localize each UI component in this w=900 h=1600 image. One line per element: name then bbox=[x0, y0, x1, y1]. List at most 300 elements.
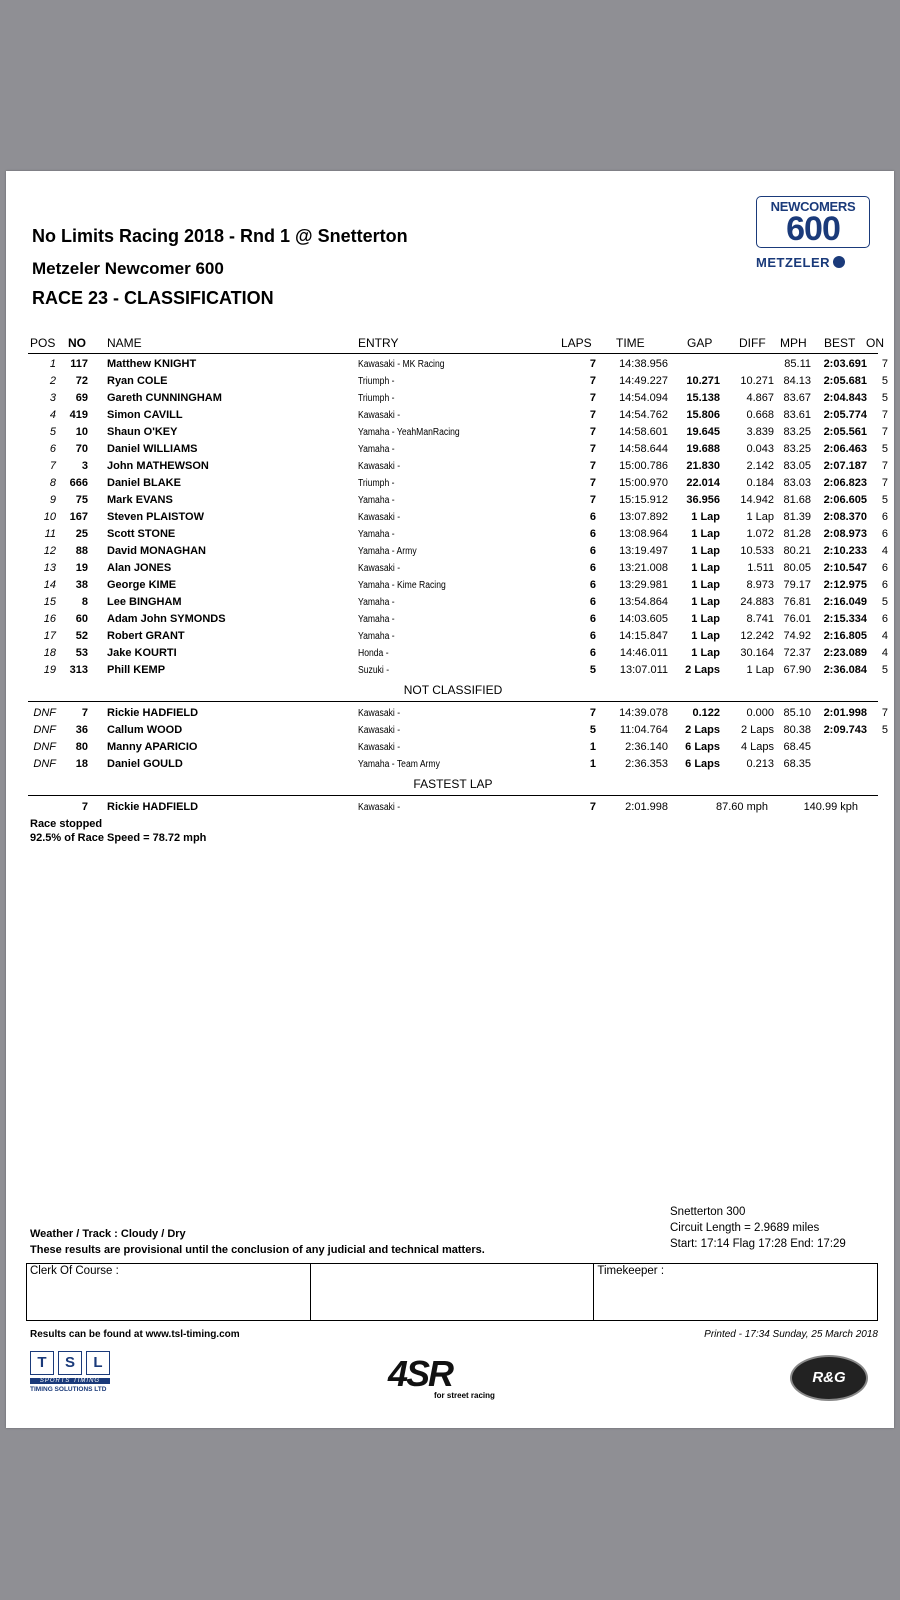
cell-gap: 1 Lap bbox=[691, 545, 720, 557]
cell-laps: 1 bbox=[589, 758, 596, 770]
cell-entry: Kawasaki - bbox=[358, 563, 401, 574]
cell-laps: 7 bbox=[589, 358, 596, 370]
cell-pos: 11 bbox=[44, 528, 56, 540]
cell-best: 2:10.233 bbox=[823, 545, 867, 557]
cell-laps: 6 bbox=[589, 528, 596, 540]
cell-best: 2:12.975 bbox=[823, 579, 867, 591]
cell-on: 5 bbox=[881, 664, 888, 676]
circuit-length: Circuit Length = 2.9689 miles bbox=[670, 1222, 820, 1234]
cell-entry: Yamaha - bbox=[358, 495, 395, 506]
clerk-of-course-field: Clerk Of Course : bbox=[27, 1264, 311, 1320]
cell-pos: 15 bbox=[43, 596, 56, 608]
race-times: Start: 17:14 Flag 17:28 End: 17:29 bbox=[670, 1238, 846, 1250]
cell-on: 7 bbox=[881, 358, 888, 370]
result-row bbox=[28, 407, 888, 424]
cell-entry: Kawasaki - bbox=[358, 725, 401, 736]
cell-pos: 9 bbox=[49, 494, 56, 506]
4sr-logo bbox=[388, 1353, 524, 1400]
cell-diff: 4.867 bbox=[746, 392, 774, 404]
timekeeper-field: Timekeeper : bbox=[597, 1265, 665, 1277]
cell-name: Jake KOURTI bbox=[107, 647, 177, 659]
provisional-text: These results are provisional until the conclusion of any judicial and technical matters. bbox=[30, 1244, 485, 1256]
cell-pos: 3 bbox=[49, 392, 56, 404]
cell-no: 18 bbox=[75, 758, 88, 770]
cell-gap: 22.014 bbox=[686, 477, 720, 489]
cell-mph: 83.05 bbox=[783, 460, 811, 472]
header-gap: GAP bbox=[687, 336, 713, 350]
cell-on: 7 bbox=[881, 409, 888, 421]
cell-name: David MONAGHAN bbox=[107, 545, 207, 557]
header-name: NAME bbox=[107, 336, 142, 350]
cell-on: 6 bbox=[881, 613, 888, 625]
results-sheet bbox=[6, 171, 894, 1428]
cell-pos: DNF bbox=[33, 724, 56, 736]
cell-mph: 67.90 bbox=[783, 664, 811, 676]
cell-on: 5 bbox=[881, 392, 888, 404]
cell-no: 666 bbox=[69, 477, 88, 489]
cell-laps: 7 bbox=[589, 494, 596, 506]
cell-entry: Yamaha - Team Army bbox=[358, 759, 440, 770]
cell-entry: Yamaha - Kime Racing bbox=[358, 580, 446, 591]
result-row bbox=[28, 475, 888, 492]
header-mph: MPH bbox=[780, 336, 807, 350]
cell-entry: Triumph - bbox=[358, 393, 395, 404]
cell-best: 2:10.547 bbox=[823, 562, 867, 574]
result-row bbox=[28, 543, 888, 560]
cell-laps: 6 bbox=[589, 630, 596, 642]
cell-entry: Yamaha - bbox=[358, 631, 395, 642]
weather-block bbox=[30, 1226, 485, 1258]
cell-time: 15:00.970 bbox=[619, 477, 668, 489]
cell-diff: 1.072 bbox=[746, 528, 774, 540]
result-row bbox=[28, 509, 888, 526]
cell-name: Daniel WILLIAMS bbox=[107, 443, 198, 455]
cell-time: 13:07.011 bbox=[619, 664, 668, 676]
cell-on: 6 bbox=[881, 511, 888, 523]
cell-on: 4 bbox=[881, 545, 888, 557]
cell-gap: 1 Lap bbox=[691, 579, 720, 591]
result-row bbox=[28, 611, 888, 628]
cell-laps: 6 bbox=[589, 596, 596, 608]
cell-pos: DNF bbox=[33, 707, 56, 719]
cell-entry: Kawasaki - bbox=[358, 512, 401, 523]
cell-no: 167 bbox=[69, 511, 88, 523]
classified-rows bbox=[28, 356, 888, 679]
cell-entry: Yamaha - bbox=[358, 597, 395, 608]
cell-best: 2:07.187 bbox=[823, 460, 867, 472]
cell-gap: 2 Laps bbox=[685, 664, 720, 676]
cell-gap: 6 Laps bbox=[685, 758, 720, 770]
cell-no: 80 bbox=[75, 741, 88, 753]
printed-timestamp: Printed - 17:34 Sunday, 25 March 2018 bbox=[704, 1329, 878, 1340]
cell-mph: 72.37 bbox=[783, 647, 811, 659]
cell-mph: 83.25 bbox=[783, 443, 811, 455]
cell-gap: 15.138 bbox=[686, 392, 720, 404]
cell-no: 60 bbox=[75, 613, 88, 625]
cell-no: 53 bbox=[75, 647, 88, 659]
cell-best: 2:09.743 bbox=[823, 724, 867, 736]
cell-time: 2:36.353 bbox=[625, 758, 668, 770]
cell-time: 14:46.011 bbox=[619, 647, 668, 659]
cell-name: Manny APARICIO bbox=[107, 741, 198, 753]
cell-gap: 2 Laps bbox=[685, 724, 720, 736]
cell-name: Gareth CUNNINGHAM bbox=[107, 392, 222, 404]
cell-time: 13:19.497 bbox=[619, 545, 668, 557]
cell-diff: 8.973 bbox=[746, 579, 774, 591]
cell-time: 14:58.601 bbox=[619, 426, 668, 438]
cell-mph: 81.39 bbox=[783, 511, 811, 523]
cell-gap: 1 Lap bbox=[691, 596, 720, 608]
cell-mph: 85.11 bbox=[784, 358, 811, 370]
cell-laps: 6 bbox=[589, 579, 596, 591]
cell-gap: 1 Lap bbox=[691, 630, 720, 642]
cell-mph: 83.03 bbox=[783, 477, 811, 489]
cell-mph: 83.25 bbox=[783, 426, 811, 438]
cell-laps: 6 bbox=[589, 613, 596, 625]
cell-time: 2:36.140 bbox=[625, 741, 668, 753]
cell-laps: 1 bbox=[589, 741, 596, 753]
header-entry: ENTRY bbox=[358, 336, 399, 350]
cell-no: 38 bbox=[75, 579, 88, 591]
cell-laps: 7 bbox=[589, 707, 596, 719]
header-diff: DIFF bbox=[739, 336, 766, 350]
cell-no: 117 bbox=[70, 358, 88, 370]
cell-time: 13:21.008 bbox=[619, 562, 668, 574]
tsl-bar-text: SPORTS TIMING bbox=[30, 1378, 110, 1384]
cell-time: 13:29.981 bbox=[619, 579, 668, 591]
table-header bbox=[28, 335, 884, 354]
cell-pos: 12 bbox=[43, 545, 56, 557]
cell-best: 2:15.334 bbox=[823, 613, 867, 625]
tsl-sub-text: TIMING SOLUTIONS LTD bbox=[30, 1386, 107, 1393]
cell-mph: 79.17 bbox=[783, 579, 811, 591]
fastest-lap-laps: 7 bbox=[589, 801, 596, 813]
cell-best: 2:08.370 bbox=[823, 511, 867, 523]
cell-mph: 80.38 bbox=[783, 724, 811, 736]
cell-pos: DNF bbox=[33, 758, 56, 770]
result-row bbox=[28, 424, 888, 441]
metzeler-logo bbox=[756, 255, 872, 270]
cell-gap: 1 Lap bbox=[691, 647, 720, 659]
cell-best: 2:03.691 bbox=[823, 358, 867, 370]
cell-no: 36 bbox=[75, 724, 88, 736]
cell-laps: 7 bbox=[589, 460, 596, 472]
result-row bbox=[28, 526, 888, 543]
result-row bbox=[28, 373, 888, 390]
result-row bbox=[28, 441, 888, 458]
metzeler-text: METZELER bbox=[756, 255, 831, 270]
cell-gap: 21.830 bbox=[686, 460, 720, 472]
cell-time: 14:38.956 bbox=[619, 358, 668, 370]
cell-entry: Yamaha - bbox=[358, 614, 395, 625]
cell-on: 6 bbox=[881, 562, 888, 574]
fastest-lap-heading: FASTEST LAP bbox=[28, 773, 878, 796]
cell-time: 11:04.764 bbox=[619, 724, 668, 736]
cell-laps: 6 bbox=[589, 647, 596, 659]
cell-best: 2:08.973 bbox=[823, 528, 867, 540]
cell-pos: 4 bbox=[49, 409, 56, 421]
cell-no: 75 bbox=[75, 494, 88, 506]
track-info bbox=[670, 1204, 846, 1252]
cell-time: 14:39.078 bbox=[619, 707, 668, 719]
cell-pos: 1 bbox=[49, 358, 56, 370]
cell-diff: 2.142 bbox=[746, 460, 774, 472]
cell-mph: 83.61 bbox=[783, 409, 811, 421]
cell-diff: 0.000 bbox=[746, 707, 774, 719]
cell-gap: 15.806 bbox=[686, 409, 720, 421]
cell-on: 5 bbox=[881, 724, 888, 736]
cell-name: Robert GRANT bbox=[107, 630, 185, 642]
cell-best: 2:05.561 bbox=[823, 426, 867, 438]
cell-diff: 0.668 bbox=[746, 409, 774, 421]
track-name: Snetterton 300 bbox=[670, 1206, 746, 1218]
cell-no: 25 bbox=[75, 528, 88, 540]
cell-best: 2:16.049 bbox=[823, 596, 867, 608]
cell-name: George KIME bbox=[107, 579, 177, 591]
cell-on: 6 bbox=[881, 528, 888, 540]
cell-best: 2:06.463 bbox=[823, 443, 867, 455]
cell-mph: 84.13 bbox=[783, 375, 811, 387]
cell-laps: 7 bbox=[589, 392, 596, 404]
header-laps: LAPS bbox=[561, 336, 592, 350]
cell-pos: 17 bbox=[43, 630, 56, 642]
cell-on: 5 bbox=[881, 596, 888, 608]
cell-time: 13:07.892 bbox=[619, 511, 668, 523]
tsl-letter-t: T bbox=[30, 1351, 54, 1375]
cell-pos: 18 bbox=[43, 647, 56, 659]
not-classified-heading: NOT CLASSIFIED bbox=[28, 679, 878, 702]
cell-best: 2:05.681 bbox=[823, 375, 867, 387]
cell-entry: Yamaha - bbox=[358, 529, 395, 540]
cell-entry: Yamaha - Army bbox=[358, 546, 417, 557]
cell-laps: 7 bbox=[589, 477, 596, 489]
cell-diff: 1 Lap bbox=[746, 511, 774, 523]
cell-name: Mark EVANS bbox=[107, 494, 173, 506]
cell-no: 3 bbox=[81, 460, 88, 472]
cell-on: 5 bbox=[881, 443, 888, 455]
cell-gap: 10.271 bbox=[686, 375, 720, 387]
cell-best: 2:06.605 bbox=[823, 494, 867, 506]
cell-entry: Kawasaki - bbox=[358, 708, 401, 719]
fastest-lap-kph: 140.99 kph bbox=[803, 801, 858, 813]
cell-time: 14:54.762 bbox=[619, 409, 668, 421]
cell-no: 69 bbox=[75, 392, 88, 404]
cell-name: Steven PLAISTOW bbox=[107, 511, 204, 523]
fastest-lap-name: Rickie HADFIELD bbox=[107, 801, 199, 813]
tsl-letter-s: S bbox=[58, 1351, 82, 1375]
cell-diff: 12.242 bbox=[740, 630, 774, 642]
cell-time: 13:54.864 bbox=[619, 596, 668, 608]
cell-name: Rickie HADFIELD bbox=[107, 707, 199, 719]
cell-diff: 0.184 bbox=[746, 477, 774, 489]
rg-logo: R&G bbox=[790, 1355, 868, 1401]
cell-no: 10 bbox=[75, 426, 88, 438]
cell-entry: Yamaha - YeahManRacing bbox=[358, 427, 460, 438]
dnf-row bbox=[28, 705, 888, 722]
not-classified-rows bbox=[28, 705, 888, 773]
cell-name: Alan JONES bbox=[107, 562, 172, 574]
cell-name: Scott STONE bbox=[107, 528, 176, 540]
logo-newcomers-text: NEWCOMERS bbox=[770, 199, 856, 214]
cell-laps: 7 bbox=[589, 409, 596, 421]
cell-name: Lee BINGHAM bbox=[107, 596, 182, 608]
cell-diff: 30.164 bbox=[740, 647, 774, 659]
cell-time: 14:03.605 bbox=[619, 613, 668, 625]
cell-best: 2:05.774 bbox=[823, 409, 867, 421]
note-race-stopped: Race stopped bbox=[30, 818, 103, 830]
cell-no: 8 bbox=[81, 596, 88, 608]
dnf-row bbox=[28, 739, 878, 756]
header-pos: POS bbox=[30, 336, 56, 350]
cell-gap: 1 Lap bbox=[691, 511, 720, 523]
cell-mph: 74.92 bbox=[783, 630, 811, 642]
cell-mph: 83.67 bbox=[783, 392, 811, 404]
cell-on: 7 bbox=[881, 460, 888, 472]
result-row bbox=[28, 356, 888, 373]
cell-pos: 19 bbox=[43, 664, 56, 676]
header-no: NO bbox=[68, 336, 86, 350]
cell-name: Daniel BLAKE bbox=[107, 477, 181, 489]
cell-name: Phill KEMP bbox=[107, 664, 166, 676]
cell-pos: DNF bbox=[33, 741, 56, 753]
elephant-icon bbox=[833, 256, 845, 268]
cell-pos: 10 bbox=[43, 511, 56, 523]
middle-signature-field bbox=[311, 1264, 595, 1320]
cell-laps: 5 bbox=[589, 724, 596, 736]
cell-entry: Kawasaki - bbox=[358, 410, 401, 421]
4sr-tagline: for street racing bbox=[434, 1391, 495, 1400]
cell-diff: 24.883 bbox=[740, 596, 774, 608]
result-row bbox=[28, 492, 888, 509]
cell-pos: 16 bbox=[43, 613, 56, 625]
cell-on: 5 bbox=[881, 375, 888, 387]
cell-no: 72 bbox=[75, 375, 88, 387]
cell-laps: 7 bbox=[589, 426, 596, 438]
cell-mph: 80.05 bbox=[783, 562, 811, 574]
cell-gap: 19.688 bbox=[686, 443, 720, 455]
cell-best: 2:36.084 bbox=[823, 664, 867, 676]
cell-best: 2:04.843 bbox=[823, 392, 867, 404]
cell-name: Daniel GOULD bbox=[107, 758, 183, 770]
cell-on: 6 bbox=[881, 579, 888, 591]
cell-gap: 0.122 bbox=[692, 707, 720, 719]
fastest-lap-entry: Kawasaki - bbox=[358, 802, 401, 813]
cell-entry: Honda - bbox=[358, 648, 389, 659]
cell-diff: 8.741 bbox=[746, 613, 774, 625]
cell-pos: 8 bbox=[49, 477, 56, 489]
cell-mph: 81.28 bbox=[783, 528, 811, 540]
cell-pos: 13 bbox=[43, 562, 56, 574]
cell-on: 5 bbox=[881, 494, 888, 506]
fastest-lap-no: 7 bbox=[81, 801, 88, 813]
results-url: Results can be found at www.tsl-timing.com bbox=[30, 1329, 240, 1340]
cell-no: 419 bbox=[69, 409, 88, 421]
event-title: No Limits Racing 2018 - Rnd 1 @ Snetterton bbox=[32, 226, 408, 246]
cell-mph: 76.81 bbox=[783, 596, 811, 608]
class-title: Metzeler Newcomer 600 bbox=[32, 259, 224, 278]
cell-entry: Kawasaki - bbox=[358, 461, 401, 472]
tsl-letter-l: L bbox=[86, 1351, 110, 1375]
cell-mph: 80.21 bbox=[783, 545, 811, 557]
cell-time: 14:54.094 bbox=[619, 392, 668, 404]
cell-mph: 68.45 bbox=[783, 741, 811, 753]
cell-on: 4 bbox=[881, 647, 888, 659]
cell-gap: 1 Lap bbox=[691, 562, 720, 574]
cell-laps: 5 bbox=[589, 664, 596, 676]
cell-entry: Yamaha - bbox=[358, 444, 395, 455]
header-time: TIME bbox=[616, 336, 645, 350]
weather-text: Weather / Track : Cloudy / Dry bbox=[30, 1228, 186, 1240]
cell-name: Ryan COLE bbox=[107, 375, 168, 387]
cell-no: 88 bbox=[75, 545, 88, 557]
cell-laps: 7 bbox=[589, 443, 596, 455]
cell-name: Simon CAVILL bbox=[107, 409, 183, 421]
cell-best: 2:01.998 bbox=[823, 707, 867, 719]
cell-on: 7 bbox=[881, 477, 888, 489]
result-row bbox=[28, 560, 888, 577]
cell-gap: 36.956 bbox=[686, 494, 720, 506]
cell-pos: 14 bbox=[43, 579, 56, 591]
logo-600-text: 600 bbox=[786, 210, 840, 248]
cell-time: 14:58.644 bbox=[619, 443, 668, 455]
cell-no: 52 bbox=[75, 630, 88, 642]
cell-on: 4 bbox=[881, 630, 888, 642]
cell-diff: 1 Lap bbox=[746, 664, 774, 676]
cell-no: 19 bbox=[75, 562, 88, 574]
4sr-text: 4SR bbox=[388, 1353, 453, 1394]
cell-gap: 19.645 bbox=[686, 426, 720, 438]
dnf-row bbox=[28, 756, 878, 773]
cell-name: John MATHEWSON bbox=[107, 460, 209, 472]
race-title: RACE 23 - CLASSIFICATION bbox=[32, 288, 274, 308]
cell-laps: 7 bbox=[589, 375, 596, 387]
cell-best: 2:06.823 bbox=[823, 477, 867, 489]
cell-best: 2:16.805 bbox=[823, 630, 867, 642]
fastest-lap-mph: 87.60 mph bbox=[716, 801, 768, 813]
cell-entry: Kawasaki - bbox=[358, 742, 401, 753]
note-race-speed: 92.5% of Race Speed = 78.72 mph bbox=[30, 832, 207, 844]
cell-no: 70 bbox=[75, 443, 88, 455]
race-notes bbox=[30, 817, 878, 845]
cell-diff: 0.213 bbox=[746, 758, 774, 770]
cell-diff: 10.533 bbox=[740, 545, 774, 557]
cell-entry: Suzuki - bbox=[358, 665, 390, 676]
cell-entry: Kawasaki - MK Racing bbox=[358, 359, 445, 370]
classification-table bbox=[28, 335, 888, 845]
cell-pos: 5 bbox=[49, 426, 56, 438]
cell-time: 15:00.786 bbox=[619, 460, 668, 472]
result-row bbox=[28, 594, 888, 611]
signature-box bbox=[26, 1263, 878, 1321]
cell-name: Adam John SYMONDS bbox=[107, 613, 226, 625]
cell-on: 7 bbox=[881, 707, 888, 719]
cell-best: 2:23.089 bbox=[823, 647, 867, 659]
cell-laps: 6 bbox=[589, 545, 596, 557]
cell-no: 7 bbox=[81, 707, 88, 719]
fastest-lap-row bbox=[28, 799, 878, 816]
header-best: BEST bbox=[824, 336, 856, 350]
cell-entry: Triumph - bbox=[358, 376, 395, 387]
cell-no: 313 bbox=[69, 664, 88, 676]
cell-pos: 2 bbox=[49, 375, 56, 387]
cell-mph: 85.10 bbox=[783, 707, 811, 719]
cell-mph: 76.01 bbox=[783, 613, 811, 625]
cell-name: Matthew KNIGHT bbox=[107, 358, 197, 370]
cell-on: 7 bbox=[881, 426, 888, 438]
cell-diff: 10.271 bbox=[740, 375, 774, 387]
dnf-row bbox=[28, 722, 888, 739]
cell-pos: 7 bbox=[49, 460, 56, 472]
